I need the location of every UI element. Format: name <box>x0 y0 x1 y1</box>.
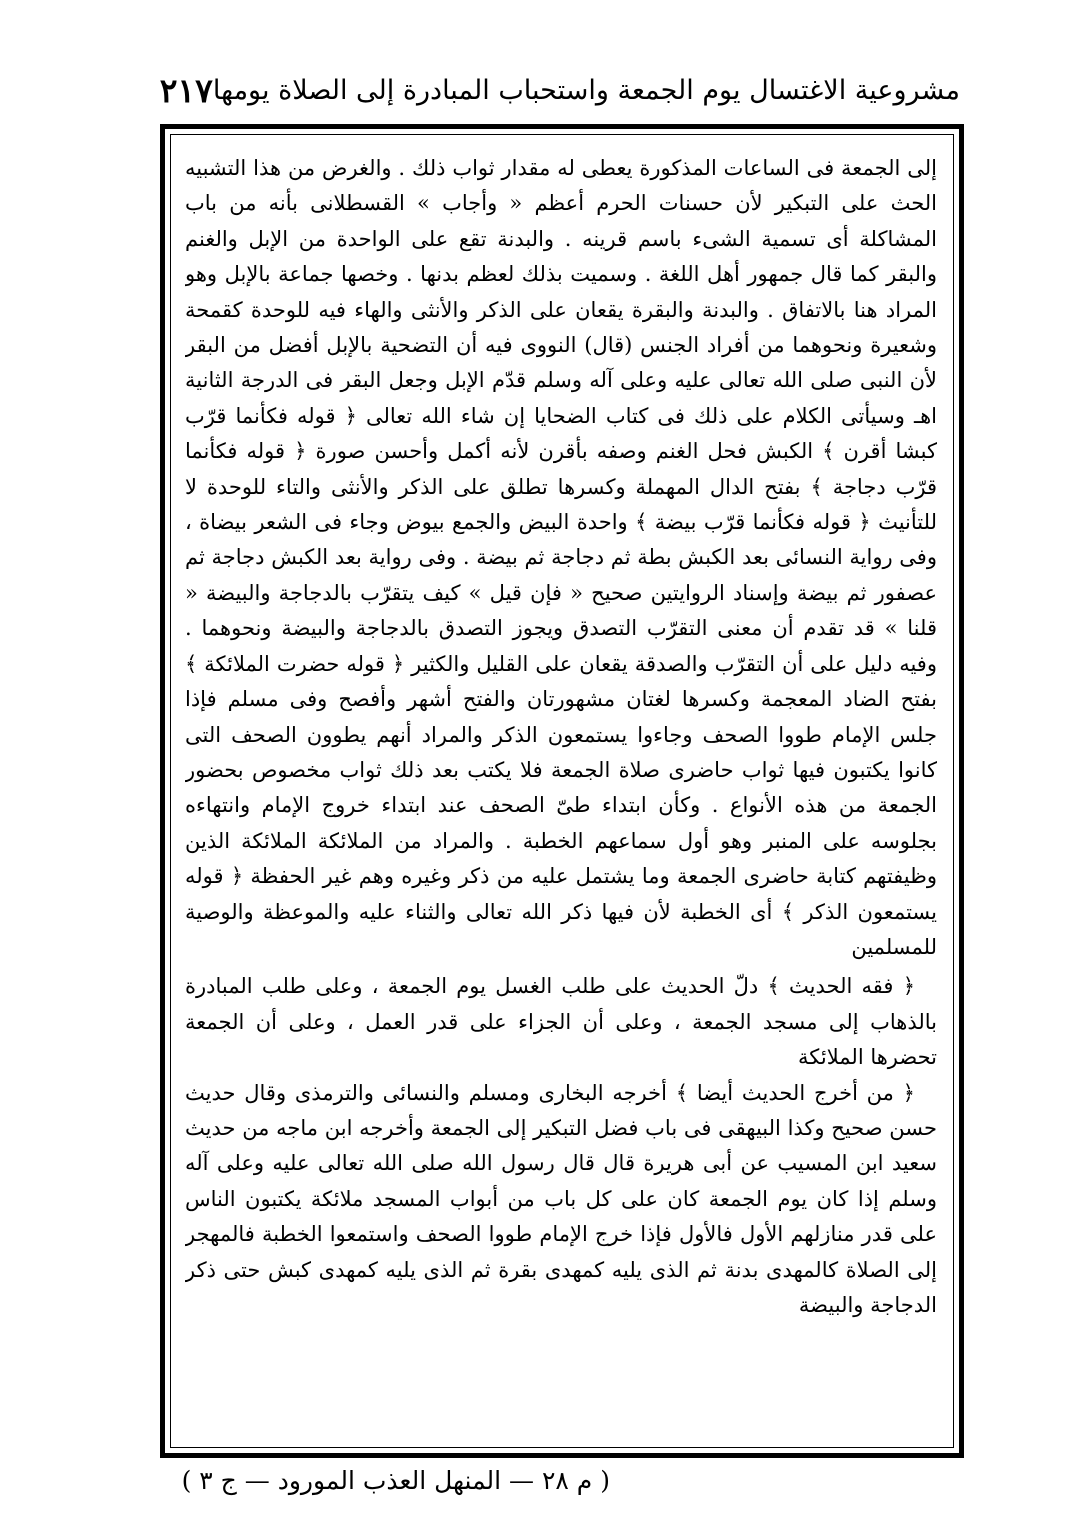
text-frame <box>160 124 964 1458</box>
page-number: ٢١٧ <box>159 70 213 110</box>
page-footer <box>181 1458 610 1502</box>
body-text <box>185 151 937 1323</box>
page-header <box>160 64 960 116</box>
signature-mark: ( م ٢٨ — المنهل العذب المورود — ج ٣ ) <box>181 1465 610 1495</box>
running-title: مشروعية الاغتسال يوم الجمعة واستحباب المبادرة إلى الصلاة يومها <box>212 74 960 106</box>
fiqh-al-hadith-paragraph: ﴿ فقه الحديث ﴾ دلّ الحديث على طلب الغسل يوم الجمعة ، وعلى طلب المبادرة بالذهاب إلى مسجد الجمعة ، وعلى أن الجزاء على قدر العمل ، وعلى أن الجمعة تحضرها الملائكة <box>185 974 937 1070</box>
takhrij-paragraph: ﴿ من أخرج الحديث أيضا ﴾ أخرجه البخارى ومسلم والنسائى والترمذى وقال حديث حسن صحيح وكذا البيهقى فى باب فضل التبكير إلى الجمعة وأخرجه ابن ماجه من حديث سعيد ابن المسيب عن أبى هريرة قال قال رسول الله صلى الله تعالى عليه وعلى آله وسلم إذا كان يوم الجمعة كان على كل باب من أبواب المسجد ملائكة يكتبون الناس على قدر منازلهم الأول فالأول فإذا خرج الإمام طووا الصحف واستمعوا الخطبة فالمهجر إلى الصلاة كالمهدى بدنة ثم الذى يليه كمهدى بقرة ثم الذى يليه كمهدى كبش حتى ذكر الدجاجة والبيضة <box>185 1080 937 1317</box>
commentary-paragraph: إلى الجمعة فى الساعات المذكورة يعطى له مقدار ثواب ذلك . والغرض من هذا التشبيه الحث على التبكير لأن حسنات الحرم أعظم « وأجاب » القسطلانى بأنه من باب المشاكلة أى تسمية الشىء باسم قرينه . والبدنة تقع على الواحدة من الإبل والغنم والبقر كما قال جمهور أهل اللغة . وسميت بذلك لعظم بدنها . وخصها جماعة بالإبل وهو المراد هنا بالاتفاق . والبدنة والبقرة يقعان على الذكر والأنثى والهاء فيه للوحدة كقمحة وشعيرة ونحوهما من أفراد الجنس (قال) النووى فيه أن التضحية بالإبل أفضل من البقر لأن النبى صلى الله تعالى عليه وعلى آله وسلم قدّم الإبل وجعل البقر فى الدرجة الثانية اهـ وسيأتى الكلام على ذلك فى كتاب الضحايا إن شاء الله تعالى ﴿ قوله فكأنما قرّب كبشا أقرن ﴾ الكبش فحل الغنم وصفه بأقرن لأنه أكمل وأحسن صورة ﴿ قوله فكأنما قرّب دجاجة ﴾ بفتح الدال المهملة وكسرها تطلق على الذكر والأنثى والتاء للوحدة لا للتأنيث ﴿ قوله فكأنما قرّب بيضة ﴾ واحدة البيض والجمع بيوض وجاء فى الشعر بيضاة ، وفى رواية النسائى بعد الكبش بطة ثم دجاجة ثم بيضة . وفى رواية بعد الكبش دجاجة ثم عصفور ثم بيضة وإسناد الروايتين صحيح « فإن قيل » كيف يتقرّب بالدجاجة والبيضة « قلنا » قد تقدم أن معنى التقرّب التصدق ويجوز التصدق بالدجاجة والبيضة ونحوهما . وفيه دليل على أن التقرّب والصدقة يقعان على القليل والكثير ﴿ قوله حضرت الملائكة ﴾ بفتح الضاد المعجمة وكسرها لغتان مشهورتان والفتح أشهر وأفصح وفى مسلم فإذا جلس الإمام طووا الصحف وجاءوا يستمعون الذكر والمراد أنهم يطوون الصحف التى كانوا يكتبون فيها ثواب حاضرى صلاة الجمعة فلا يكتب بعد ذلك ثواب مخصوص بحضور الجمعة من هذه الأنواع . وكأن ابتداء طىّ الصحف عند ابتداء خروج الإمام وانتهاءه بجلوسه على المنبر وهو أول سماعهم الخطبة . والمراد من الملائكة الملائكة الذين وظيفتهم كتابة حاضرى الجمعة وما يشتمل عليه من ذكر وغيره وهم غير الحفظة ﴿ قوله يستمعون الذكر ﴾ أى الخطبة لأن فيها ذكر الله تعالى والثناء عليه والموعظة والوصية للمسلمين <box>185 156 937 959</box>
